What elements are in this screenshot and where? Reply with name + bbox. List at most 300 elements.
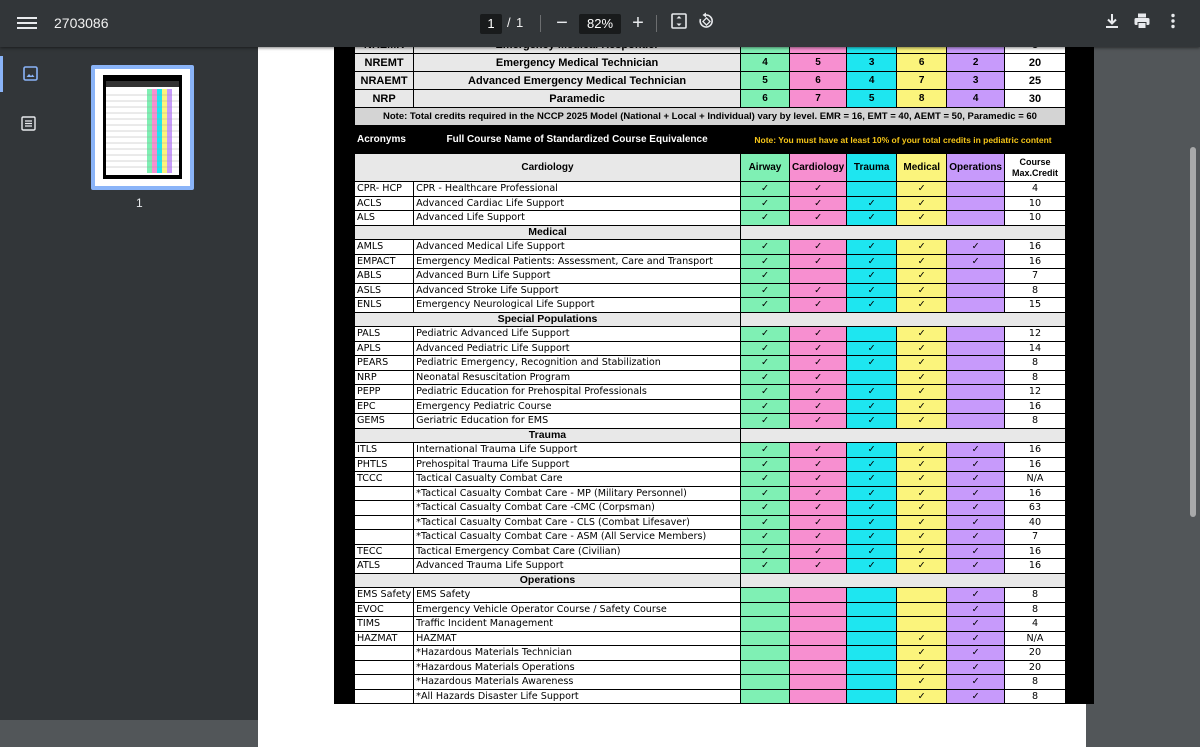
- list-icon: [21, 116, 36, 131]
- course-name: Traffic Incident Management: [414, 617, 741, 632]
- checkmark-icon: ✓: [897, 370, 947, 385]
- checkmark-icon: ✓: [947, 472, 1005, 487]
- acronyms-header-row: [355, 126, 1066, 154]
- column-medical: Medical: [897, 154, 947, 182]
- empty-cell: [740, 646, 789, 661]
- course-row: [355, 530, 1066, 545]
- max-credit-line1: Course: [1019, 156, 1051, 167]
- requirements-note: Note: Total credits required in the NCCP 2025 Model (National + Local + Individual) vary by level. EMR = 16, EMT = 40, AEMT = 50, Paramedic = 60: [355, 108, 1066, 126]
- empty-cell: [947, 385, 1005, 400]
- course-row: [355, 211, 1066, 226]
- empty-cell: [947, 269, 1005, 284]
- page-number-input[interactable]: 1: [480, 14, 502, 34]
- empty-cell: [847, 660, 897, 675]
- level-credit-value: 6: [789, 72, 846, 90]
- zoom-in-button[interactable]: +: [632, 12, 644, 34]
- empty-cell: [947, 283, 1005, 298]
- course-name: *Tactical Casualty Combat Care - ASM (All Service Members): [414, 530, 741, 545]
- course-acronym: [355, 486, 414, 501]
- course-row: [355, 472, 1066, 487]
- empty-cell: [947, 196, 1005, 211]
- checkmark-icon: ✓: [897, 356, 947, 371]
- checkmark-icon: ✓: [847, 457, 897, 472]
- checkmark-icon: ✓: [897, 196, 947, 211]
- course-row: [355, 269, 1066, 284]
- course-max-credit: 8: [1005, 283, 1066, 298]
- course-acronym: PHTLS: [355, 457, 414, 472]
- checkmark-icon: ✓: [947, 646, 1005, 661]
- checkmark-icon: ✓: [740, 486, 789, 501]
- column-max-credit: [1005, 154, 1066, 182]
- level-credit-value: 5: [847, 90, 897, 108]
- print-icon[interactable]: [1131, 12, 1153, 34]
- course-acronym: [355, 689, 414, 704]
- checkmark-icon: ✓: [789, 385, 846, 400]
- checkmark-icon: ✓: [947, 660, 1005, 675]
- course-name: *Hazardous Materials Operations: [414, 660, 741, 675]
- checkmark-icon: ✓: [740, 515, 789, 530]
- course-max-credit: 4: [1005, 617, 1066, 632]
- checkmark-icon: ✓: [740, 182, 789, 197]
- course-max-credit: 16: [1005, 254, 1066, 269]
- empty-cell: [897, 588, 947, 603]
- course-acronym: EMS Safety: [355, 588, 414, 603]
- course-name: Advanced Stroke Life Support: [414, 283, 741, 298]
- checkmark-icon: ✓: [847, 501, 897, 516]
- course-row: [355, 370, 1066, 385]
- checkmark-icon: ✓: [789, 211, 846, 226]
- empty-cell: [740, 689, 789, 704]
- course-row: [355, 515, 1066, 530]
- menu-icon[interactable]: [17, 14, 37, 32]
- level-credit-value: 5: [740, 72, 789, 90]
- empty-cell: [947, 414, 1005, 429]
- course-max-credit: 10: [1005, 211, 1066, 226]
- download-icon[interactable]: [1101, 12, 1123, 34]
- course-acronym: ASLS: [355, 283, 414, 298]
- course-max-credit: 20: [1005, 646, 1066, 661]
- checkmark-icon: ✓: [947, 559, 1005, 574]
- checkmark-icon: ✓: [897, 646, 947, 661]
- course-max-credit: 4: [1005, 182, 1066, 197]
- checkmark-icon: ✓: [947, 515, 1005, 530]
- course-name: *Hazardous Materials Awareness: [414, 675, 741, 690]
- checkmark-icon: ✓: [947, 240, 1005, 255]
- course-max-credit: 8: [1005, 588, 1066, 603]
- page-total: 1: [516, 15, 524, 30]
- checkmark-icon: ✓: [897, 660, 947, 675]
- checkmark-icon: ✓: [897, 675, 947, 690]
- course-row: [355, 385, 1066, 400]
- checkmark-icon: ✓: [847, 559, 897, 574]
- column-cardiology: Cardiology: [789, 154, 846, 182]
- checkmark-icon: ✓: [740, 457, 789, 472]
- column-airway: Airway: [740, 154, 789, 182]
- checkmark-icon: ✓: [789, 370, 846, 385]
- toolbar-divider: [540, 15, 541, 32]
- course-row: [355, 501, 1066, 516]
- level-credit-value: 4: [847, 72, 897, 90]
- checkmark-icon: ✓: [789, 327, 846, 342]
- course-name: Pediatric Advanced Life Support: [414, 327, 741, 342]
- section-title: Operations: [355, 573, 741, 588]
- course-max-credit: 8: [1005, 370, 1066, 385]
- level-total-credit: 20: [1005, 54, 1066, 72]
- course-name: *Tactical Casualty Combat Care - CLS (Combat Lifesaver): [414, 515, 741, 530]
- empty-cell: [847, 617, 897, 632]
- empty-cell: [847, 675, 897, 690]
- empty-cell: [947, 182, 1005, 197]
- course-row: [355, 341, 1066, 356]
- course-acronym: NRP: [355, 370, 414, 385]
- course-max-credit: 15: [1005, 298, 1066, 313]
- credit-table-sheet: [334, 35, 1094, 704]
- course-row: [355, 283, 1066, 298]
- checkmark-icon: ✓: [740, 356, 789, 371]
- section-title: Special Populations: [355, 312, 741, 327]
- course-name: HAZMAT: [414, 631, 741, 646]
- zoom-out-button[interactable]: −: [556, 12, 568, 34]
- outline-tab[interactable]: [0, 106, 48, 142]
- checkmark-icon: ✓: [789, 182, 846, 197]
- level-credit-value: 2: [947, 54, 1005, 72]
- empty-cell: [789, 689, 846, 704]
- checkmark-icon: ✓: [847, 196, 897, 211]
- empty-cell: [947, 370, 1005, 385]
- checkmark-icon: ✓: [789, 283, 846, 298]
- checkmark-icon: ✓: [847, 269, 897, 284]
- checkmark-icon: ✓: [740, 501, 789, 516]
- course-max-credit: 16: [1005, 457, 1066, 472]
- empty-cell: [740, 631, 789, 646]
- checkmark-icon: ✓: [740, 399, 789, 414]
- empty-cell: [847, 631, 897, 646]
- course-row: [355, 240, 1066, 255]
- checkmark-icon: ✓: [897, 530, 947, 545]
- empty-cell: [740, 602, 789, 617]
- level-name: Paramedic: [414, 90, 741, 108]
- checkmark-icon: ✓: [897, 211, 947, 226]
- course-acronym: EMPACT: [355, 254, 414, 269]
- course-acronym: TECC: [355, 544, 414, 559]
- course-max-credit: N/A: [1005, 472, 1066, 487]
- empty-cell: [947, 327, 1005, 342]
- empty-cell: [789, 675, 846, 690]
- page-thumbnail[interactable]: [91, 65, 194, 190]
- checkmark-icon: ✓: [740, 341, 789, 356]
- checkmark-icon: ✓: [789, 254, 846, 269]
- empty-cell: [947, 356, 1005, 371]
- level-total-credit: 25: [1005, 72, 1066, 90]
- course-max-credit: 8: [1005, 602, 1066, 617]
- checkmark-icon: ✓: [740, 472, 789, 487]
- requirements-note-row: [355, 108, 1066, 126]
- checkmark-icon: ✓: [789, 399, 846, 414]
- level-credit-value: 8: [897, 90, 947, 108]
- empty-cell: [789, 602, 846, 617]
- course-row: [355, 457, 1066, 472]
- empty-cell: [847, 646, 897, 661]
- acronyms-heading: Acronyms: [355, 126, 414, 154]
- checkmark-icon: ✓: [789, 414, 846, 429]
- empty-cell: [789, 617, 846, 632]
- course-acronym: [355, 501, 414, 516]
- section-header-row: [355, 428, 1066, 443]
- course-name: Advanced Medical Life Support: [414, 240, 741, 255]
- course-acronym: AMLS: [355, 240, 414, 255]
- course-acronym: [355, 530, 414, 545]
- empty-cell: [897, 617, 947, 632]
- checkmark-icon: ✓: [847, 399, 897, 414]
- course-acronym: APLS: [355, 341, 414, 356]
- checkmark-icon: ✓: [847, 443, 897, 458]
- course-max-credit: 8: [1005, 356, 1066, 371]
- empty-cell: [740, 588, 789, 603]
- course-row: [355, 559, 1066, 574]
- image-icon: [23, 66, 38, 81]
- column-operations: Operations: [947, 154, 1005, 182]
- checkmark-icon: ✓: [897, 269, 947, 284]
- checkmark-icon: ✓: [789, 530, 846, 545]
- checkmark-icon: ✓: [897, 414, 947, 429]
- empty-cell: [740, 617, 789, 632]
- more-vert-icon[interactable]: [1162, 12, 1184, 34]
- checkmark-icon: ✓: [740, 385, 789, 400]
- course-name: Emergency Pediatric Course: [414, 399, 741, 414]
- checkmark-icon: ✓: [897, 298, 947, 313]
- empty-cell: [789, 588, 846, 603]
- course-name: Emergency Vehicle Operator Course / Safety Course: [414, 602, 741, 617]
- thumbnail-sidebar: [0, 47, 258, 720]
- course-row: [355, 588, 1066, 603]
- page-separator: /: [507, 15, 511, 30]
- document-viewer[interactable]: [258, 47, 1186, 720]
- document-title: 2703086: [54, 15, 109, 31]
- section-header-row: [355, 573, 1066, 588]
- checkmark-icon: ✓: [947, 617, 1005, 632]
- checkmark-icon: ✓: [847, 544, 897, 559]
- empty-cell: [847, 689, 897, 704]
- course-row: [355, 298, 1066, 313]
- course-row: [355, 254, 1066, 269]
- checkmark-icon: ✓: [789, 501, 846, 516]
- empty-cell: [847, 588, 897, 603]
- checkmark-icon: ✓: [897, 457, 947, 472]
- course-acronym: [355, 515, 414, 530]
- rotate-icon[interactable]: [695, 12, 717, 34]
- level-credit-value: 5: [789, 54, 846, 72]
- checkmark-icon: ✓: [847, 356, 897, 371]
- checkmark-icon: ✓: [897, 341, 947, 356]
- checkmark-icon: ✓: [897, 472, 947, 487]
- course-max-credit: 12: [1005, 327, 1066, 342]
- course-acronym: CPR- HCP: [355, 182, 414, 197]
- empty-cell: [847, 602, 897, 617]
- course-name: Pediatric Emergency, Recognition and Stabilization: [414, 356, 741, 371]
- empty-cell: [740, 675, 789, 690]
- full-name-heading: Full Course Name of Standardized Course Equivalence: [414, 126, 741, 154]
- checkmark-icon: ✓: [847, 211, 897, 226]
- checkmark-icon: ✓: [740, 269, 789, 284]
- section-filler: [740, 312, 1065, 327]
- credit-table: [354, 35, 1066, 704]
- course-name: EMS Safety: [414, 588, 741, 603]
- course-max-credit: 8: [1005, 689, 1066, 704]
- checkmark-icon: ✓: [740, 211, 789, 226]
- level-name: Advanced Emergency Medical Technician: [414, 72, 741, 90]
- checkmark-icon: ✓: [740, 370, 789, 385]
- level-code: NREMT: [355, 54, 414, 72]
- checkmark-icon: ✓: [947, 602, 1005, 617]
- course-row: [355, 327, 1066, 342]
- checkmark-icon: ✓: [897, 327, 947, 342]
- checkmark-icon: ✓: [789, 240, 846, 255]
- course-name: Tactical Casualty Combat Care: [414, 472, 741, 487]
- checkmark-icon: ✓: [897, 689, 947, 704]
- checkmark-icon: ✓: [789, 341, 846, 356]
- course-max-credit: 40: [1005, 515, 1066, 530]
- section-header-row: [355, 225, 1066, 240]
- course-acronym: TIMS: [355, 617, 414, 632]
- course-acronym: [355, 675, 414, 690]
- checkmark-icon: ✓: [847, 341, 897, 356]
- course-row: [355, 617, 1066, 632]
- checkmark-icon: ✓: [847, 240, 897, 255]
- checkmark-icon: ✓: [789, 472, 846, 487]
- section-title: Trauma: [355, 428, 741, 443]
- checkmark-icon: ✓: [897, 283, 947, 298]
- checkmark-icon: ✓: [947, 501, 1005, 516]
- checkmark-icon: ✓: [897, 443, 947, 458]
- course-row: [355, 660, 1066, 675]
- checkmark-icon: ✓: [897, 559, 947, 574]
- checkmark-icon: ✓: [897, 254, 947, 269]
- course-name: *Tactical Casualty Combat Care - MP (Military Personnel): [414, 486, 741, 501]
- course-max-credit: 63: [1005, 501, 1066, 516]
- fit-page-icon[interactable]: [668, 12, 690, 34]
- course-max-credit: 14: [1005, 341, 1066, 356]
- section-filler: [740, 573, 1065, 588]
- course-max-credit: 12: [1005, 385, 1066, 400]
- empty-cell: [740, 660, 789, 675]
- pdf-page: [258, 47, 1086, 747]
- zoom-level-input[interactable]: 82%: [579, 14, 621, 34]
- checkmark-icon: ✓: [897, 631, 947, 646]
- section-title: Medical: [355, 225, 741, 240]
- section-filler: [740, 225, 1065, 240]
- course-name: Advanced Pediatric Life Support: [414, 341, 741, 356]
- section-header-row: [355, 312, 1066, 327]
- course-max-credit: 16: [1005, 559, 1066, 574]
- level-credit-value: 6: [897, 54, 947, 72]
- empty-cell: [789, 269, 846, 284]
- empty-cell: [947, 341, 1005, 356]
- course-acronym: ITLS: [355, 443, 414, 458]
- checkmark-icon: ✓: [847, 486, 897, 501]
- checkmark-icon: ✓: [897, 240, 947, 255]
- checkmark-icon: ✓: [847, 414, 897, 429]
- section-filler: [740, 428, 1065, 443]
- course-row: [355, 356, 1066, 371]
- checkmark-icon: ✓: [789, 298, 846, 313]
- checkmark-icon: ✓: [740, 196, 789, 211]
- course-max-credit: 16: [1005, 486, 1066, 501]
- course-name: Geriatric Education for EMS: [414, 414, 741, 429]
- course-name: Emergency Medical Patients: Assessment, Care and Transport: [414, 254, 741, 269]
- course-row: [355, 544, 1066, 559]
- thumbnail-image: [103, 75, 182, 179]
- empty-cell: [947, 211, 1005, 226]
- checkmark-icon: ✓: [947, 689, 1005, 704]
- checkmark-icon: ✓: [847, 298, 897, 313]
- vertical-scrollbar[interactable]: [1186, 47, 1200, 720]
- course-row: [355, 646, 1066, 661]
- level-credit-value: 6: [740, 90, 789, 108]
- course-name: Advanced Burn Life Support: [414, 269, 741, 284]
- empty-cell: [897, 602, 947, 617]
- course-acronym: PEPP: [355, 385, 414, 400]
- course-name: International Trauma Life Support: [414, 443, 741, 458]
- column-header-row: [355, 154, 1066, 182]
- course-max-credit: 8: [1005, 675, 1066, 690]
- course-acronym: TCCC: [355, 472, 414, 487]
- course-acronym: GEMS: [355, 414, 414, 429]
- course-acronym: [355, 660, 414, 675]
- checkmark-icon: ✓: [947, 254, 1005, 269]
- course-row: [355, 486, 1066, 501]
- checkmark-icon: ✓: [789, 559, 846, 574]
- level-row: [355, 90, 1066, 108]
- course-acronym: EVOC: [355, 602, 414, 617]
- checkmark-icon: ✓: [789, 457, 846, 472]
- course-name: Neonatal Resuscitation Program: [414, 370, 741, 385]
- course-acronym: HAZMAT: [355, 631, 414, 646]
- pediatric-warning: Note: You must have at least 10% of your total credits in pediatric content: [740, 126, 1065, 154]
- checkmark-icon: ✓: [947, 675, 1005, 690]
- course-row: [355, 399, 1066, 414]
- scrollbar-thumb[interactable]: [1190, 147, 1196, 517]
- checkmark-icon: ✓: [740, 530, 789, 545]
- course-max-credit: 16: [1005, 399, 1066, 414]
- level-credit-value: 3: [947, 72, 1005, 90]
- course-acronym: ENLS: [355, 298, 414, 313]
- toolbar-divider: [656, 15, 657, 32]
- thumbnail-page-number: 1: [136, 196, 143, 210]
- course-max-credit: 16: [1005, 544, 1066, 559]
- course-max-credit: 7: [1005, 530, 1066, 545]
- checkmark-icon: ✓: [847, 515, 897, 530]
- checkmark-icon: ✓: [947, 457, 1005, 472]
- thumbnails-tab[interactable]: [0, 56, 48, 92]
- course-max-credit: 10: [1005, 196, 1066, 211]
- checkmark-icon: ✓: [947, 443, 1005, 458]
- empty-cell: [789, 646, 846, 661]
- checkmark-icon: ✓: [740, 240, 789, 255]
- pdf-toolbar: [0, 0, 1200, 47]
- course-max-credit: 16: [1005, 443, 1066, 458]
- course-row: [355, 196, 1066, 211]
- course-name: Emergency Neurological Life Support: [414, 298, 741, 313]
- course-acronym: ABLS: [355, 269, 414, 284]
- course-max-credit: 7: [1005, 269, 1066, 284]
- category-heading: Cardiology: [355, 154, 741, 182]
- checkmark-icon: ✓: [740, 298, 789, 313]
- checkmark-icon: ✓: [847, 530, 897, 545]
- checkmark-icon: ✓: [789, 356, 846, 371]
- course-row: [355, 182, 1066, 197]
- level-name: Emergency Medical Technician: [414, 54, 741, 72]
- course-row: [355, 631, 1066, 646]
